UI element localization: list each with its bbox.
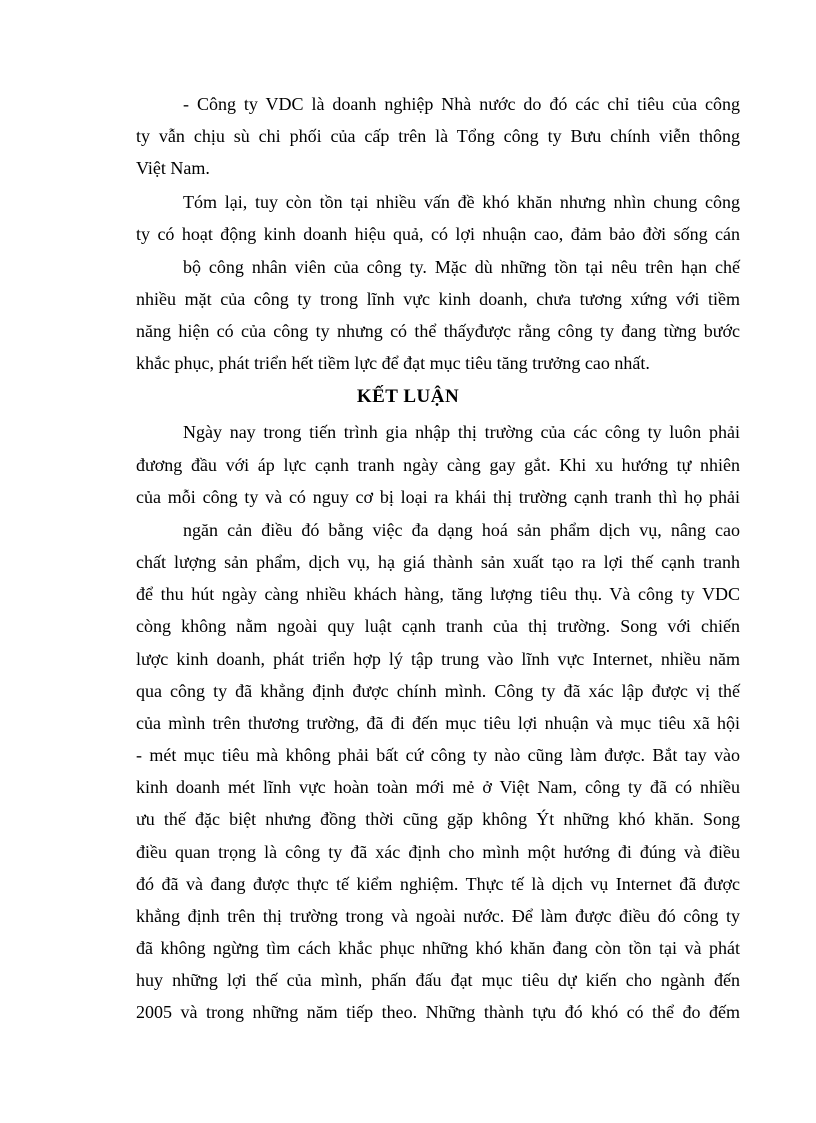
paragraph-3-line-8: lược kinh doanh, phát triển hợp lý tập trung vào lĩnh vực Internet, nhiều năm xyxy=(136,649,740,669)
paragraph-3-line-3: của mỗi công ty và có nguy cơ bị loại ra khái thị trường cạnh tranh thì họ phải xyxy=(136,487,740,507)
paragraph-3-line-14: điều quan trọng là công ty đã xác định cho mình một hướng đi đúng và điều xyxy=(136,842,740,862)
paragraph-3-line-4: ngăn cản điều đó bằng việc đa dạng hoá sản phẩm dịch vụ, nâng cao xyxy=(183,520,740,540)
paragraph-1-line-2: ty vẫn chịu sù chi phối của cấp trên là Tổng công ty Bưu chính viễn thông xyxy=(136,126,740,146)
paragraph-3-line-12: kinh doanh mét lĩnh vực hoàn toàn mới mẻ ở Việt Nam, công ty đã có nhiều xyxy=(136,777,740,797)
paragraph-2-line-1: Tóm lại, tuy còn tồn tại nhiều vấn đề khó khăn nhưng nhìn chung công xyxy=(183,192,740,212)
paragraph-3-line-19: 2005 và trong những năm tiếp theo. Những thành tựu đó khó có thể đo đếm xyxy=(136,1002,740,1022)
paragraph-3-line-17: đã không ngừng tìm cách khắc phục những khó khăn đang còn tồn tại và phát xyxy=(136,938,740,958)
paragraph-2-line-5: năng hiện có của công ty nhưng có thể thấyđược rằng công ty đang từng bước xyxy=(136,321,740,341)
paragraph-3-line-18: huy những lợi thế của mình, phấn đấu đạt mục tiêu dự kiến cho ngành đến xyxy=(136,970,740,990)
paragraph-3-line-15: đó đã và đang được thực tế kiểm nghiệm. Thực tế là dịch vụ Internet đã được xyxy=(136,874,740,894)
paragraph-2-line-6: khắc phục, phát triển hết tiềm lực để đạt mục tiêu tăng trưởng cao nhất. xyxy=(136,353,650,373)
paragraph-3-line-11: - mét mục tiêu mà không phải bất cứ công ty nào cũng làm được. Bắt tay vào xyxy=(136,745,740,765)
paragraph-3-line-6: để thu hút ngày càng nhiều khách hàng, tăng lượng tiêu thụ. Và công ty VDC xyxy=(136,584,740,604)
paragraph-2-line-2: ty có hoạt động kinh doanh hiệu quả, có lợi nhuận cao, đảm bảo đời sống cán xyxy=(136,224,740,244)
conclusion-heading: KẾT LUẬN xyxy=(356,386,460,407)
paragraph-1-line-1: - Công ty VDC là doanh nghiệp Nhà nước do đó các chỉ tiêu của công xyxy=(183,94,740,114)
paragraph-3-line-9: qua công ty đã khẳng định được chính mình. Công ty đã xác lập được vị thế xyxy=(136,681,740,701)
paragraph-2-line-4: nhiều mặt của công ty trong lĩnh vực kinh doanh, chưa tương xứng với tiềm xyxy=(136,289,740,309)
paragraph-3-line-16: khẳng định trên thị trường trong và ngoài nước. Để làm được điều đó công ty xyxy=(136,906,740,926)
paragraph-3-line-2: đương đầu với áp lực cạnh tranh ngày càng gay gắt. Khi xu hướng tự nhiên xyxy=(136,455,740,475)
paragraph-3-line-10: của mình trên thương trường, đã đi đến mục tiêu lợi nhuận và mục tiêu xã hội xyxy=(136,713,740,733)
paragraph-3-line-1: Ngày nay trong tiến trình gia nhập thị trường của các công ty luôn phải xyxy=(183,422,740,442)
paragraph-3-line-5: chất lượng sản phẩm, dịch vụ, hạ giá thành sản xuất tạo ra lợi thế cạnh tranh xyxy=(136,552,740,572)
paragraph-2-line-3: bộ công nhân viên của công ty. Mặc dù những tồn tại nêu trên hạn chế xyxy=(183,257,740,277)
paragraph-3-line-13: ưu thế đặc biệt nhưng đồng thời cũng gặp không Ýt những khó khăn. Song xyxy=(136,809,740,829)
paragraph-3-line-7: còng không nằm ngoài quy luật cạnh tranh của thị trường. Song với chiến xyxy=(136,616,740,636)
paragraph-1-line-3: Việt Nam. xyxy=(136,158,210,178)
